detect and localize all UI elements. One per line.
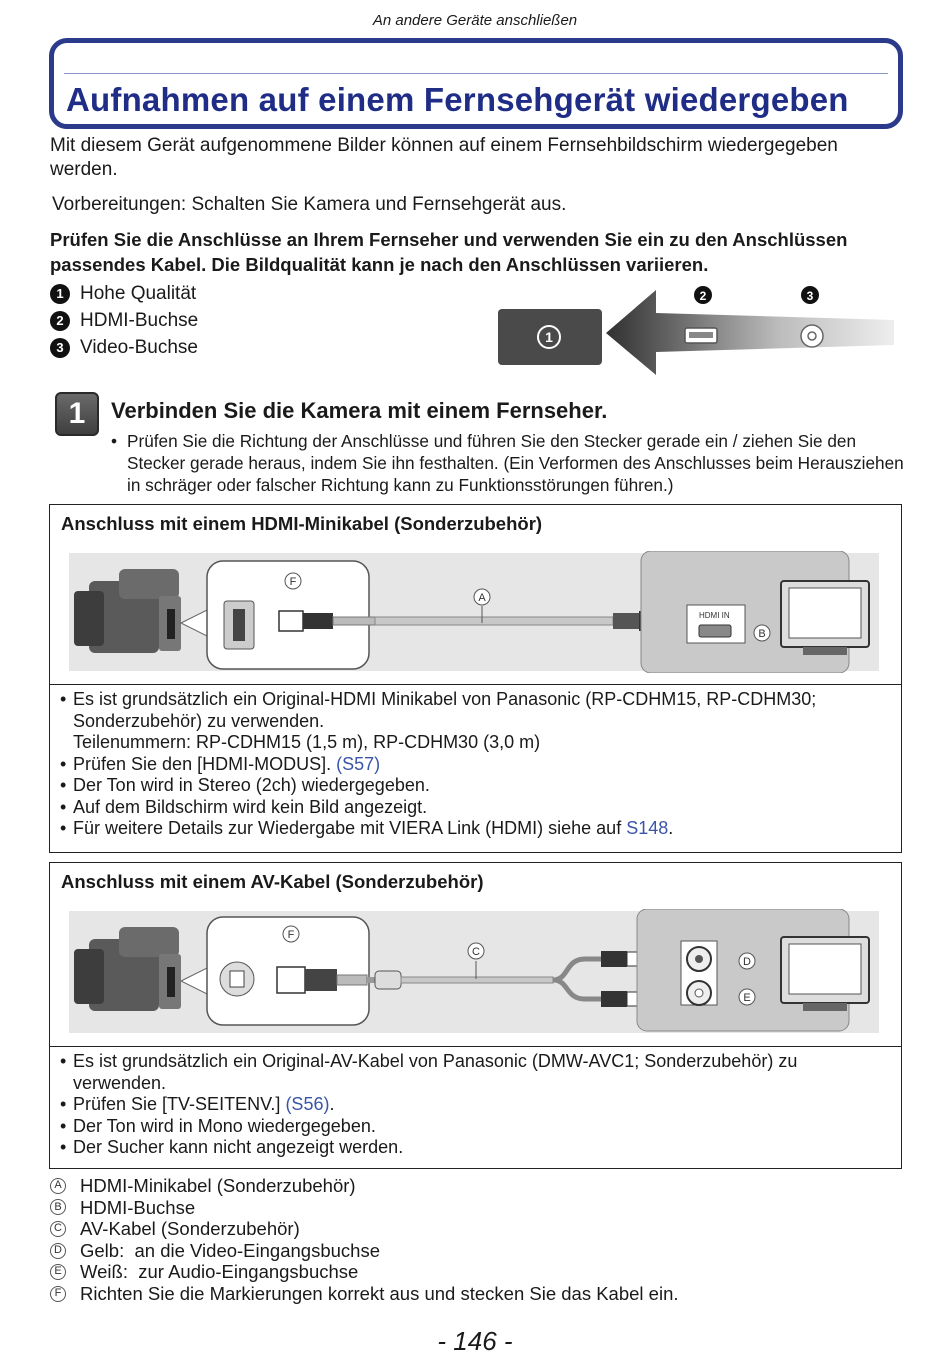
bullet: • [60, 1051, 67, 1071]
bullet: • [60, 775, 67, 795]
hdmi-connection-diagram [69, 551, 879, 673]
letter-b-icon: B [50, 1199, 66, 1215]
number-1-icon: 1 [50, 284, 70, 304]
step-note-text: Prüfen Sie die Richtung der Anschlüsse und führen Sie den Stecker gerade ein / ziehen Sie den Stecker gerade heraus, indem Sie ihn festhalten. (Ein Verformen des Anschlusses beim Herausziehen in schräger oder falscher Richtung kann zu Funktionsstörungen führen.) [127, 431, 904, 495]
note-text: Der Sucher kann nicht angezeigt werden. [73, 1137, 404, 1157]
letter-d-icon: D [50, 1243, 66, 1259]
marker-f-text: F [287, 929, 295, 941]
note-text [73, 1094, 334, 1116]
page-title: Aufnahmen auf einem Fernsehgerät wiedergeben [66, 81, 849, 118]
hdmi-in-label: HDMI IN [699, 611, 730, 620]
ferrite-core-icon [375, 971, 401, 989]
diagram-legend [50, 1175, 679, 1305]
letter-e-icon: E [50, 1264, 66, 1280]
camera-hdmi-port [233, 609, 245, 641]
note-item [60, 1094, 891, 1116]
legend-text: AV-Kabel (Sonderzubehör) [80, 1218, 300, 1240]
step-note [111, 430, 911, 496]
punctuation: . [329, 1094, 335, 1114]
legend-item [50, 334, 198, 361]
hdmi-connection-box [49, 504, 902, 853]
bullet: • [60, 689, 67, 709]
marker-c-text: C [472, 946, 480, 958]
av-connection-diagram [69, 909, 879, 1035]
tv-icon [781, 937, 869, 1011]
note-text-main: Prüfen Sie [TV-SEITENV.] [73, 1094, 281, 1114]
page-link-s148[interactable]: S148 [626, 818, 669, 838]
number-3-marker-text: 3 [806, 289, 814, 303]
page-link-s56[interactable]: (S56) [285, 1094, 330, 1114]
video-jack-center [695, 955, 703, 963]
av-box-header [50, 863, 901, 1047]
marker-a-text: A [478, 592, 486, 604]
av-box-title: Anschluss mit einem AV-Kabel (Sonderzubehör) [61, 871, 484, 892]
bullet: • [60, 753, 67, 774]
hdmi-plug-body [613, 613, 639, 629]
note-item [60, 818, 891, 840]
number-2-icon: 2 [50, 311, 70, 331]
marker-d-text: D [743, 956, 751, 968]
page-number: - 146 - [437, 1326, 513, 1356]
av-plug-icon [277, 967, 305, 993]
legend-text: Gelb: an die Video-Eingangsbuchse [80, 1239, 380, 1261]
legend-label: Hohe Qualität [80, 282, 197, 304]
note-text [73, 689, 891, 754]
note-item [60, 797, 891, 819]
legend-label: HDMI-Buchse [80, 309, 199, 331]
intro-text: Mit diesem Gerät aufgenommene Bilder können auf einem Fernsehbildschirm wiedergegeben werden. [50, 135, 838, 180]
av-plug-body [305, 969, 337, 991]
camera-av-port-inner [230, 971, 244, 987]
hdmi-box-title: Anschluss mit einem HDMI-Minikabel (Sonderzubehör) [61, 513, 543, 534]
cable-segment [337, 975, 367, 985]
part-numbers-text: Teilenummern: RP-CDHM15 (1,5 m), RP-CDHM30 (3,0 m) [73, 732, 541, 752]
letter-f-icon: F [50, 1286, 66, 1302]
hdmi-cable [375, 617, 613, 625]
note-text-main: Für weitere Details zur Wiedergabe mit VIERA Link (HDMI) siehe auf [73, 818, 622, 838]
hdmi-in-socket-icon [699, 625, 731, 637]
legend-text: HDMI-Minikabel (Sonderzubehör) [80, 1175, 356, 1196]
title-divider [64, 73, 888, 74]
section-header: An andere Geräte anschließen [372, 12, 578, 29]
note-item [60, 1116, 891, 1138]
marker-f-text: F [289, 576, 297, 588]
bullet: • [60, 1094, 67, 1114]
legend-label: Video-Buchse [80, 336, 198, 358]
legend-item [50, 280, 198, 307]
number-1-marker-text: 1 [545, 329, 553, 345]
marker-b-text: B [758, 628, 766, 640]
connector-legend [50, 280, 198, 361]
av-cable [401, 977, 553, 983]
plug-body [303, 613, 333, 629]
video-plug-body [601, 951, 627, 967]
note-item [60, 754, 891, 776]
av-box-notes [50, 1047, 901, 1165]
legend-text: HDMI-Buchse [80, 1196, 196, 1218]
audio-plug-body [601, 991, 627, 1007]
hdmi-box-notes [50, 685, 901, 846]
connector-quality-figure [496, 285, 896, 375]
note-text: Der Ton wird in Mono wiedergegeben. [73, 1115, 376, 1136]
legend-text: Weiß: zur Audio-Eingangsbuchse [80, 1261, 359, 1283]
note-text [73, 754, 380, 776]
legend-item [50, 307, 198, 334]
audio-jack-center [695, 989, 703, 997]
step-title: Verbinden Sie die Kamera mit einem Fernseher. [111, 398, 608, 423]
number-2-marker-text: 2 [699, 289, 707, 303]
legend-item [50, 1218, 679, 1240]
bullet: • [60, 796, 67, 817]
note-item [60, 1137, 891, 1159]
bullet: • [111, 431, 118, 451]
bullet: • [60, 1137, 67, 1157]
quality-arrow-icon [606, 290, 894, 375]
cable-segment [333, 617, 375, 625]
legend-item [50, 1283, 679, 1305]
note-item [60, 775, 891, 797]
marker-e-text: E [743, 992, 751, 1004]
note-item [60, 1051, 891, 1094]
legend-item [50, 1261, 679, 1283]
check-connections-text: Prüfen Sie die Anschlüsse an Ihrem Fernseher und verwenden Sie ein zu den Anschlüssen passendes Kabel. Die Bildqualität kann je nach den Anschlüssen variieren. [50, 229, 848, 275]
note-text: Auf dem Bildschirm wird kein Bild angezeigt. [73, 796, 428, 817]
legend-item [50, 1197, 679, 1219]
bullet: • [60, 818, 67, 838]
note-item [60, 689, 891, 754]
hdmi-box-header [50, 505, 901, 685]
step-number-badge: 1 [55, 392, 99, 436]
page-link-s57[interactable]: (S57) [336, 753, 381, 774]
cable-segment [367, 977, 375, 983]
preparation-text: Vorbereitungen: Schalten Sie Kamera und Fernsehgerät aus. [52, 194, 567, 215]
video-socket-icon [801, 325, 823, 347]
punctuation: . [668, 818, 674, 838]
legend-text: Richten Sie die Markierungen korrekt aus und stecken Sie das Kabel ein. [80, 1282, 679, 1304]
letter-a-icon: A [50, 1178, 66, 1194]
tv-icon [781, 581, 869, 655]
av-connection-box [49, 862, 902, 1169]
legend-item [50, 1175, 679, 1197]
note-text: Der Ton wird in Stereo (2ch) wiedergegeben. [73, 775, 430, 795]
letter-c-icon: C [50, 1221, 66, 1237]
title-box [49, 38, 903, 129]
hdmi-socket-inner [689, 332, 713, 338]
note-text: Es ist grundsätzlich ein Original-AV-Kabel von Panasonic (DMW-AVC1; Sonderzubehör) zu verwenden. [73, 1051, 798, 1093]
bullet: • [60, 1115, 67, 1136]
hdmi-mini-plug-icon [279, 611, 303, 631]
number-3-icon: 3 [50, 338, 70, 358]
legend-item [50, 1240, 679, 1262]
note-text-main: Es ist grundsätzlich ein Original-HDMI Minikabel von Panasonic (RP-CDHM15, RP-CDHM30; Sonderzubehör) zu verwenden. [73, 689, 817, 731]
note-text [73, 818, 673, 840]
note-text-main: Prüfen Sie den [HDMI-MODUS]. [73, 753, 332, 774]
